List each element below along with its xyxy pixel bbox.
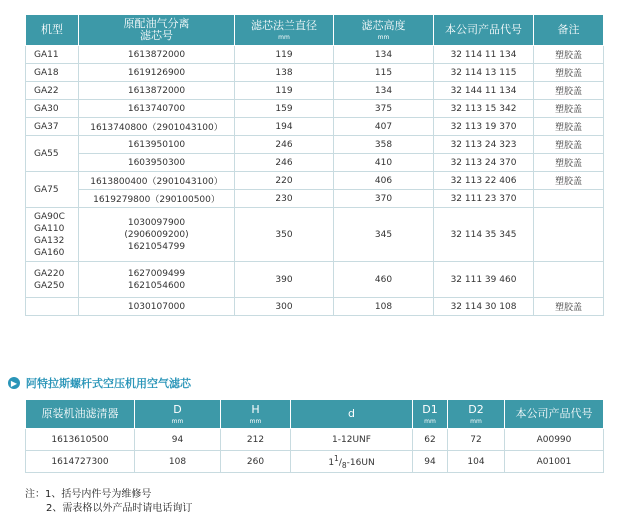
cell-code: 32 113 19 370	[434, 118, 534, 136]
cell-height: 460	[334, 262, 434, 298]
cell-code: A00990	[505, 429, 604, 451]
header-D1	[413, 400, 448, 429]
cell-remark: 塑胶盖	[534, 172, 604, 190]
cell-height: 407	[334, 118, 434, 136]
cell-original: 1614727300	[26, 451, 135, 473]
cell-remark	[534, 190, 604, 208]
cell-code: 32 113 24 323	[434, 136, 534, 154]
header-H-unit: mm	[249, 417, 262, 425]
cell-remark: 塑胶盖	[534, 82, 604, 100]
table-row	[26, 118, 604, 136]
header-H	[221, 400, 291, 429]
cell-model-list	[26, 208, 79, 262]
part-item: 1621054600	[127, 280, 186, 291]
table-row	[26, 172, 604, 190]
header-height-unit: mm	[377, 33, 390, 41]
cell-flange: 119	[235, 46, 334, 64]
cell-flange: 230	[235, 190, 334, 208]
air-filter-table	[25, 399, 604, 473]
header-d: d	[291, 400, 413, 429]
cell-flange: 138	[235, 64, 334, 82]
table-row-group	[26, 262, 604, 298]
cell-height: 406	[334, 172, 434, 190]
header-height-label: 滤芯高度	[361, 18, 406, 32]
cell-D1: 62	[413, 429, 448, 451]
cell-part: 1603950300	[79, 154, 235, 172]
cell-code: 32 114 35 345	[434, 208, 534, 262]
cell-d: 1-12UNF	[291, 429, 413, 451]
cell-part: 1613950100	[79, 136, 235, 154]
cell-code: 32 114 30 108	[434, 298, 534, 316]
cell-code: 32 111 39 460	[434, 262, 534, 298]
cell-height: 375	[334, 100, 434, 118]
model-item: GA132	[34, 235, 65, 246]
note-line-2: 2、需表格以外产品时请电话询订	[46, 503, 193, 514]
cell-H: 212	[221, 429, 291, 451]
cell-flange: 350	[235, 208, 334, 262]
cell-code: 32 113 22 406	[434, 172, 534, 190]
cell-flange: 194	[235, 118, 334, 136]
cell-remark: 塑胶盖	[534, 136, 604, 154]
header-flange-unit: mm	[278, 33, 290, 41]
cell-part-list	[79, 262, 235, 298]
model-item: GA160	[34, 247, 65, 258]
cell-code: 32 111 23 370	[434, 190, 534, 208]
header-D1-unit: mm	[424, 417, 436, 425]
table-row	[26, 429, 604, 451]
cell-flange: 246	[235, 154, 334, 172]
header-D1-label: D1	[422, 402, 438, 416]
cell-remark	[534, 208, 604, 262]
header-D-unit: mm	[171, 417, 184, 425]
header-D2-label: D2	[468, 402, 484, 416]
part-item: (2906009200)	[124, 229, 189, 240]
cell-part: 1619279800（290100500）	[79, 190, 235, 208]
cell-height: 410	[334, 154, 434, 172]
header-D2	[448, 400, 505, 429]
header-H-label: H	[251, 402, 260, 416]
header-model: 机型	[26, 15, 79, 46]
table-row	[26, 154, 604, 172]
cell-part: 1030107000	[79, 298, 235, 316]
cell-model: GA30	[26, 100, 79, 118]
part-item: 1621054799	[127, 241, 186, 252]
table-header-row	[26, 400, 604, 429]
header-D-label: D	[173, 402, 182, 416]
table-row	[26, 46, 604, 64]
cell-model: GA11	[26, 46, 79, 64]
header-original-part-line2: 滤芯号	[140, 29, 173, 42]
cell-height: 134	[334, 46, 434, 64]
model-item: GA250	[34, 280, 65, 291]
cell-D1: 94	[413, 451, 448, 473]
table-header-row	[26, 15, 604, 46]
table-row-group	[26, 208, 604, 262]
cell-model: GA22	[26, 82, 79, 100]
cell-code: 32 144 11 134	[434, 82, 534, 100]
cell-model: GA37	[26, 118, 79, 136]
cell-flange: 159	[235, 100, 334, 118]
thread-whole: 1	[328, 457, 335, 468]
note-line-1: 注：1、括号内件号为维修号	[25, 489, 152, 500]
cell-height: 108	[334, 298, 434, 316]
cell-flange: 119	[235, 82, 334, 100]
part-item: 1030097900	[127, 217, 186, 228]
cell-code: 32 113 24 370	[434, 154, 534, 172]
header-product-code: 本公司产品代号	[505, 400, 604, 429]
cell-H: 260	[221, 451, 291, 473]
table-row	[26, 82, 604, 100]
cell-code: 32 114 13 115	[434, 64, 534, 82]
cell-part-list	[79, 208, 235, 262]
header-flange-diameter	[235, 15, 334, 46]
arrow-right-circle-icon: ▶	[8, 377, 20, 389]
cell-part: 1613872000	[79, 82, 235, 100]
table-row	[26, 451, 604, 473]
cell-model	[26, 298, 79, 316]
header-original-part-line1: 原配油气分离	[123, 17, 190, 30]
cell-flange: 220	[235, 172, 334, 190]
cell-remark: 塑胶盖	[534, 100, 604, 118]
table-row	[26, 64, 604, 82]
cell-code: 32 113 15 342	[434, 100, 534, 118]
header-original-filter: 原装机油滤清器	[26, 400, 135, 429]
table-row	[26, 136, 604, 154]
thread-numerator: 1	[334, 453, 339, 463]
cell-remark: 塑胶盖	[534, 118, 604, 136]
cell-height: 134	[334, 82, 434, 100]
thread-denominator: 8	[341, 460, 347, 470]
section-title	[8, 374, 191, 392]
cell-flange: 246	[235, 136, 334, 154]
header-remark: 备注	[534, 15, 604, 46]
cell-model-list	[26, 262, 79, 298]
cell-original: 1613610500	[26, 429, 135, 451]
separator-filter-table	[25, 14, 604, 316]
cell-remark: 塑胶盖	[534, 154, 604, 172]
header-product-code: 本公司产品代号	[434, 15, 534, 46]
cell-code: 32 114 11 134	[434, 46, 534, 64]
cell-part: 1613740800（2901043100）	[79, 118, 235, 136]
cell-D2: 72	[448, 429, 505, 451]
cell-part: 1613872000	[79, 46, 235, 64]
cell-part: 1613800400（2901043100）	[79, 172, 235, 190]
cell-flange: 300	[235, 298, 334, 316]
model-item: GA220	[34, 268, 65, 279]
part-item: 1627009499	[127, 268, 186, 279]
model-item: GA110	[34, 223, 65, 234]
cell-part: 1619126900	[79, 64, 235, 82]
header-D	[135, 400, 221, 429]
header-flange-label: 滤芯法兰直径	[251, 18, 317, 32]
model-item: GA90C	[34, 211, 65, 222]
table-row	[26, 190, 604, 208]
section-title-text: 阿特拉斯螺杆式空压机用空气滤芯	[26, 377, 191, 390]
cell-height: 345	[334, 208, 434, 262]
cell-part: 1613740700	[79, 100, 235, 118]
notes	[25, 488, 192, 516]
cell-height: 115	[334, 64, 434, 82]
header-filter-height	[334, 15, 434, 46]
cell-flange: 390	[235, 262, 334, 298]
cell-height: 358	[334, 136, 434, 154]
cell-model: GA18	[26, 64, 79, 82]
cell-remark: 塑胶盖	[534, 64, 604, 82]
table-row	[26, 100, 604, 118]
cell-d: $1^1/_8-16UN$	[291, 451, 413, 473]
cell-remark: 塑胶盖	[534, 46, 604, 64]
cell-height: 370	[334, 190, 434, 208]
cell-model: GA75	[26, 172, 79, 208]
cell-D: 94	[135, 429, 221, 451]
cell-D2: 104	[448, 451, 505, 473]
cell-remark: 塑胶盖	[534, 298, 604, 316]
table-row	[26, 298, 604, 316]
header-original-part	[79, 15, 235, 46]
cell-model: GA55	[26, 136, 79, 172]
thread-suffix: -16UN	[346, 457, 375, 468]
header-D2-unit: mm	[470, 417, 482, 425]
cell-D: 108	[135, 451, 221, 473]
cell-remark	[534, 262, 604, 298]
cell-code: A01001	[505, 451, 604, 473]
